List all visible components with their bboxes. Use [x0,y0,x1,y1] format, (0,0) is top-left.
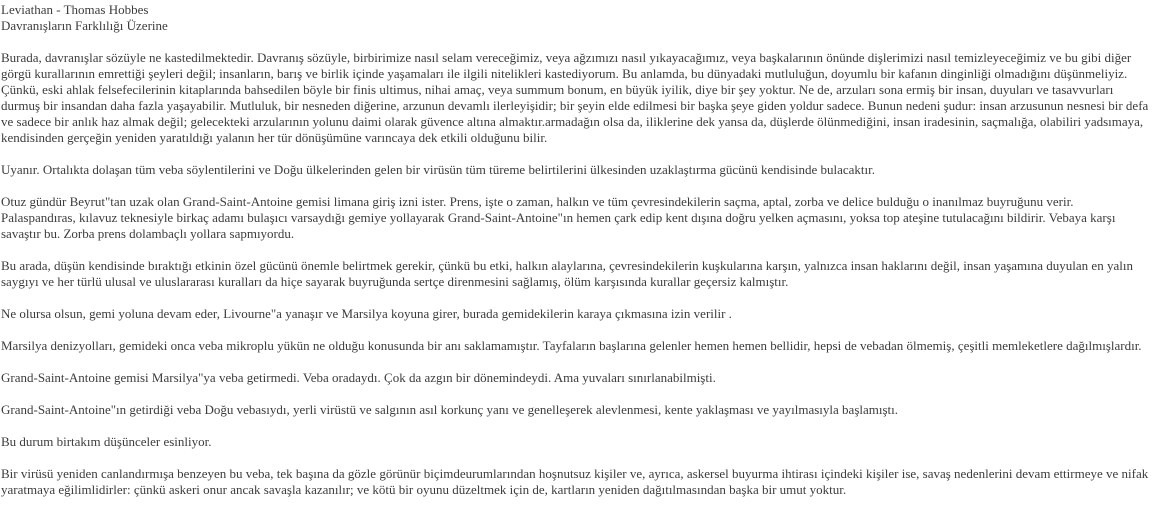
paragraph: Grand-Saint-Antoine"ın getirdiği veba Doğu vebasıydı, yerli virüstü ve salgının asıl korkunç yanı ve genelleşerek alevlenmesi, kente yaklaşması ve yayılmasıyla başlamıştı. [1,402,899,417]
paragraph: Marsilya denizyolları, gemideki onca veba mikroplu yükün ne olduğu konusunda bir anı saklamamıştır. Tayfaların başlarına gelenler hemen hemen bellidir, hepsi de vebadan ölmemiş, çeşitli memleketlere dağılmışlardır. [1,338,1142,353]
paragraph: Bir virüsü yeniden canlandırmışa benzeyen bu veba, tek başına da gözle görünür biçimdeurumlarından hoşnutsuz kişiler ve, ayrıca, askersel buyurma ihtirası içindeki kişiler ise, savaş nedenlerini devam ettirmeye ve nifak yaratmaya eğilimlidirler: çünkü askeri onur ancak savaşla kazanılır; ve kötü bir oyunu düzeltmek için de, kartların yeniden dağıtılmasından başka bir umut yoktur. [1,466,1149,497]
document-body [1,50,1150,498]
document-title: Leviathan - Thomas Hobbes [1,2,149,17]
paragraph: Grand-Saint-Antoine gemisi Marsilya"ya veba getirmedi. Veba oradaydı. Çok da azgın bir dönemindeydi. Ama yuvaları sınırlanabilmişti. [1,370,716,385]
document-subtitle: Davranışların Farklılığı Üzerine [1,18,168,33]
paragraph: Otuz gündür Beyrut"tan uzak olan Grand-Saint-Antoine gemisi limana giriş izni ister. Prens, işte o zaman, halkın ve tüm çevresindekilerin saçma, aptal, zorba ve delice bulduğu o inanılmaz buyruğunu verir. Palaspandıras, kılavuz teknesiyle birkaç adamı bulaşıcı varsaydığı gemiye yollayarak Grand-Saint-Antoine"ın hemen çark edip kent dışına doğru yelken açmasını, yoksa top ateşine tutulacağını bildirir. Vebaya karşı savaştır bu. Zorba prens dolambaçlı yollara sapmıyordu. [1,194,1116,241]
paragraph: Bu arada, düşün kendisinde bıraktığı etkinin özel gücünü önemle belirtmek gerekir, çünkü bu etki, halkın alaylarına, çevresindekilerin kuşkularına karşın, yalnızca insan haklarını değil, insan yaşamına duyulan en yalın saygıyı ve her türlü ulusal ve uluslararası kuralları da hiçe sayarak buyruğunda sertçe direnmesini sağlamış, ölüm karşısında kurallar geçersiz kalmıştır. [1,258,1133,289]
paragraph: Ne olursa olsun, gemi yoluna devam eder, Livourne"a yanaşır ve Marsilya koyuna girer, burada gemidekilerin karaya çıkmasına izin verilir . [1,306,732,321]
paragraph: Burada, davranışlar sözüyle ne kastedilmektedir. Davranış sözüyle, birbirimize nasıl selam vereceğimiz, veya ağzımızı nasıl yıkayacağımız, veya başkalarının önünde dişlerimizi nasıl temizleyeceğimiz ve bu gibi diğer görgü kurallarının emrettiği şeyleri değil; insanların, barış ve birlik içinde yaşamaları ile ilgili nitelikleri kastediyorum. Bu anlamda, bu dünyadaki mutluluğun, doyumlu bir kafanın dinginliği olmadığını düşünmeliyiz. Çünkü, eski ahlak felsefecilerinin kitaplarında bahsedilen böyle bir finis ultimus, nihai amaç, veya summum bonum, en büyük iyilik, diye bir şey yoktur. Ne de, arzuları sona ermiş bir insan, duyuları ve tasavvurları durmuş bir insandan daha fazla yaşayabilir. Mutluluk, bir nesneden diğerine, arzunun devamlı ilerleyişidir; bir şeyin elde edilmesi bir başka şeye giden yoldur sadece. Bunun nedeni şudur: insan arzusunun nesnesi bir defa ve sadece bir anlık haz almak değil; gelecekteki arzularının yolunu daimi olarak güvence altına almaktır.armadağın olsa da, iliklerine dek yansa da, düşlerde ölünmediğini, insan iradesinin, saçmalığa, olabiliri yadsımaya, kendisinden gerçeğin yeniden yaratıldığı yalanın her tür dönüşümüne varıncaya dek etkili olduğunu bilir. [1,50,1149,145]
paragraph: Uyanır. Ortalıkta dolaşan tüm veba söylentilerini ve Doğu ülkelerinden gelen bir virüsün tüm türeme belirtilerini ülkesinden uzaklaştırma gücünü kendisinde bulacaktır. [1,162,876,177]
paragraph: Bu durum birtakım düşünceler esinliyor. [1,434,212,449]
document-header [1,2,1150,34]
